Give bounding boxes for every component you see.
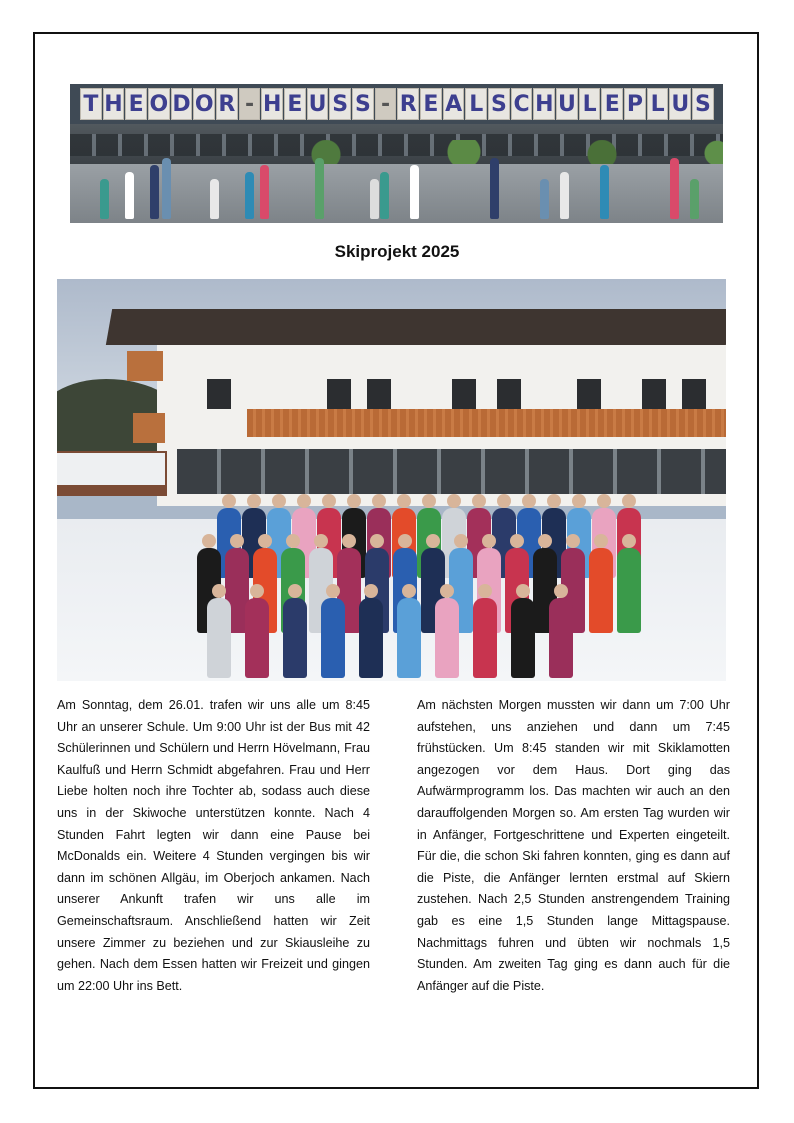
group-member bbox=[549, 598, 573, 678]
banner-letter: E bbox=[284, 88, 306, 120]
group-member-head bbox=[288, 584, 302, 598]
group-member bbox=[359, 598, 383, 678]
banner-letter: R bbox=[216, 88, 238, 120]
banner-person bbox=[162, 158, 171, 219]
group-member-head bbox=[258, 534, 272, 548]
group-member-head bbox=[426, 534, 440, 548]
banner-letter: D bbox=[171, 88, 193, 120]
banner-letter: U bbox=[669, 88, 691, 120]
banner-letter: H bbox=[261, 88, 283, 120]
group-member-head bbox=[342, 534, 356, 548]
group-photo bbox=[57, 279, 726, 681]
banner-letter: O bbox=[193, 88, 215, 120]
banner-letter: L bbox=[579, 88, 601, 120]
group-member-head bbox=[372, 494, 386, 508]
page-title: Skiprojekt 2025 bbox=[334, 242, 460, 261]
banner-person bbox=[150, 165, 159, 219]
banner-person bbox=[245, 172, 254, 219]
banner-letter: H bbox=[103, 88, 125, 120]
group-member bbox=[511, 598, 535, 678]
banner-letter: S bbox=[352, 88, 374, 120]
group-member-head bbox=[547, 494, 561, 508]
banner-person bbox=[540, 179, 549, 219]
banner-letter: L bbox=[465, 88, 487, 120]
group-member-head bbox=[272, 494, 286, 508]
group-member bbox=[589, 548, 613, 633]
banner-person bbox=[670, 158, 679, 219]
group-member-head bbox=[510, 534, 524, 548]
group-member-head bbox=[597, 494, 611, 508]
banner-person bbox=[125, 172, 134, 219]
banner-person bbox=[100, 179, 109, 219]
group-member-head bbox=[478, 584, 492, 598]
group-member-head bbox=[212, 584, 226, 598]
banner-person bbox=[260, 165, 269, 219]
banner-letter: E bbox=[601, 88, 623, 120]
group-member-head bbox=[397, 494, 411, 508]
school-name-banner bbox=[80, 88, 714, 120]
banner-letter: A bbox=[443, 88, 465, 120]
group-member-head bbox=[447, 494, 461, 508]
group-member-head bbox=[454, 534, 468, 548]
group-member-head bbox=[472, 494, 486, 508]
group-member-head bbox=[230, 534, 244, 548]
banner-person bbox=[690, 179, 699, 219]
group-member-head bbox=[286, 534, 300, 548]
banner-letter: L bbox=[647, 88, 669, 120]
text-column-right: Am nächsten Morgen mussten wir dann um 7:00 Uhr aufstehen, uns anziehen und dann um 7:45 frühstücken. Um 8:45 standen wir mit Skiklamotten angezogen vor dem Haus. Dort ging das Aufwärmprogramm los. Das machten wir auch an den darauffolgenden Morgen so. Am ersten Tag wurden wir in Anfänger, Fortgeschrittene und Experten eingeteilt. Für die, die schon Ski fahren konnten, ging es dann auf die Piste, die Anfänger lernten erstmal auf Skiern zustehen. Nach 2,5 Stunden anstrengendem Training gab es eine 1,5 Stunden lange Mittagspause. Nachmittags fuhren und übten wir nochmals 1,5 Stunden. Am zweiten Tag ging es dann auch für die Anfänger auf die Piste. bbox=[417, 698, 730, 993]
group-member bbox=[473, 598, 497, 678]
group-member-head bbox=[222, 494, 236, 508]
school-banner-photo bbox=[70, 84, 723, 223]
banner-letter: S bbox=[329, 88, 351, 120]
group-member-head bbox=[572, 494, 586, 508]
group-member-head bbox=[482, 534, 496, 548]
banner-letter: - bbox=[375, 88, 397, 120]
banner-letter: R bbox=[397, 88, 419, 120]
text-column-left: Am Sonntag, dem 26.01. trafen wir uns alle um 8:45 Uhr an unserer Schule. Um 9:00 Uhr ist der Bus mit 42 Schülerinnen und Schülern und Herrn Hövelmann, Frau Kaulfuß und Herrn Schmidt abgefahren. Frau und Herr Liebe holten noch ihre Tochter ab, sodass auch diese uns in der Skiwoche unterstützen konnte. Nach 4 Stunden Fahrt legten wir dann eine Pause bei McDonalds ein. Weitere 4 Stunden vergingen bis wir dann im schönen Allgäu, im Oberjoch ankamen. Nach unserer Ankunft trafen wir uns alle im Gemeinschaftsraum. Anschließend hatten wir Zeit unsere Zimmer zu beziehen und zur Skiausleihe zu gehen. Nach dem Essen hatten wir Freizeit und gingen um 22:00 Uhr ins Bett. bbox=[57, 698, 370, 993]
group-member-head bbox=[566, 534, 580, 548]
group-member-head bbox=[622, 534, 636, 548]
group-member-head bbox=[422, 494, 436, 508]
group-member-head bbox=[247, 494, 261, 508]
group-member-head bbox=[322, 494, 336, 508]
banner-letter: - bbox=[239, 88, 261, 120]
group-member bbox=[435, 598, 459, 678]
group-member-head bbox=[497, 494, 511, 508]
group-member-head bbox=[364, 584, 378, 598]
banner-person bbox=[210, 179, 219, 219]
banner-letter: O bbox=[148, 88, 170, 120]
group-member bbox=[207, 598, 231, 678]
banner-person bbox=[380, 172, 389, 219]
group-member-head bbox=[516, 584, 530, 598]
banner-letter: S bbox=[488, 88, 510, 120]
group-member-head bbox=[314, 534, 328, 548]
group-member-head bbox=[554, 584, 568, 598]
banner-person bbox=[410, 165, 419, 219]
group-member-head bbox=[250, 584, 264, 598]
banner-letter: E bbox=[420, 88, 442, 120]
group-member-head bbox=[622, 494, 636, 508]
group-member-head bbox=[440, 584, 454, 598]
banner-person bbox=[315, 158, 324, 219]
banner-person bbox=[490, 158, 499, 219]
banner-letter: P bbox=[624, 88, 646, 120]
group-member-head bbox=[297, 494, 311, 508]
group-member-head bbox=[398, 534, 412, 548]
banner-letter: T bbox=[80, 88, 102, 120]
banner-person bbox=[600, 165, 609, 219]
group-member-head bbox=[538, 534, 552, 548]
group-member bbox=[245, 598, 269, 678]
group-member-head bbox=[522, 494, 536, 508]
group-member bbox=[617, 548, 641, 633]
group-member-head bbox=[402, 584, 416, 598]
group-member bbox=[321, 598, 345, 678]
banner-letter: S bbox=[692, 88, 714, 120]
group-member-head bbox=[370, 534, 384, 548]
group-member-head bbox=[594, 534, 608, 548]
group-member-head bbox=[347, 494, 361, 508]
banner-letter: U bbox=[556, 88, 578, 120]
group-member bbox=[397, 598, 421, 678]
banner-person bbox=[560, 172, 569, 219]
banner-person bbox=[370, 179, 379, 219]
banner-letter: C bbox=[511, 88, 533, 120]
group-member bbox=[283, 598, 307, 678]
banner-letter: E bbox=[125, 88, 147, 120]
banner-letter: H bbox=[533, 88, 555, 120]
group-member-head bbox=[202, 534, 216, 548]
banner-letter: U bbox=[307, 88, 329, 120]
group-member-head bbox=[326, 584, 340, 598]
